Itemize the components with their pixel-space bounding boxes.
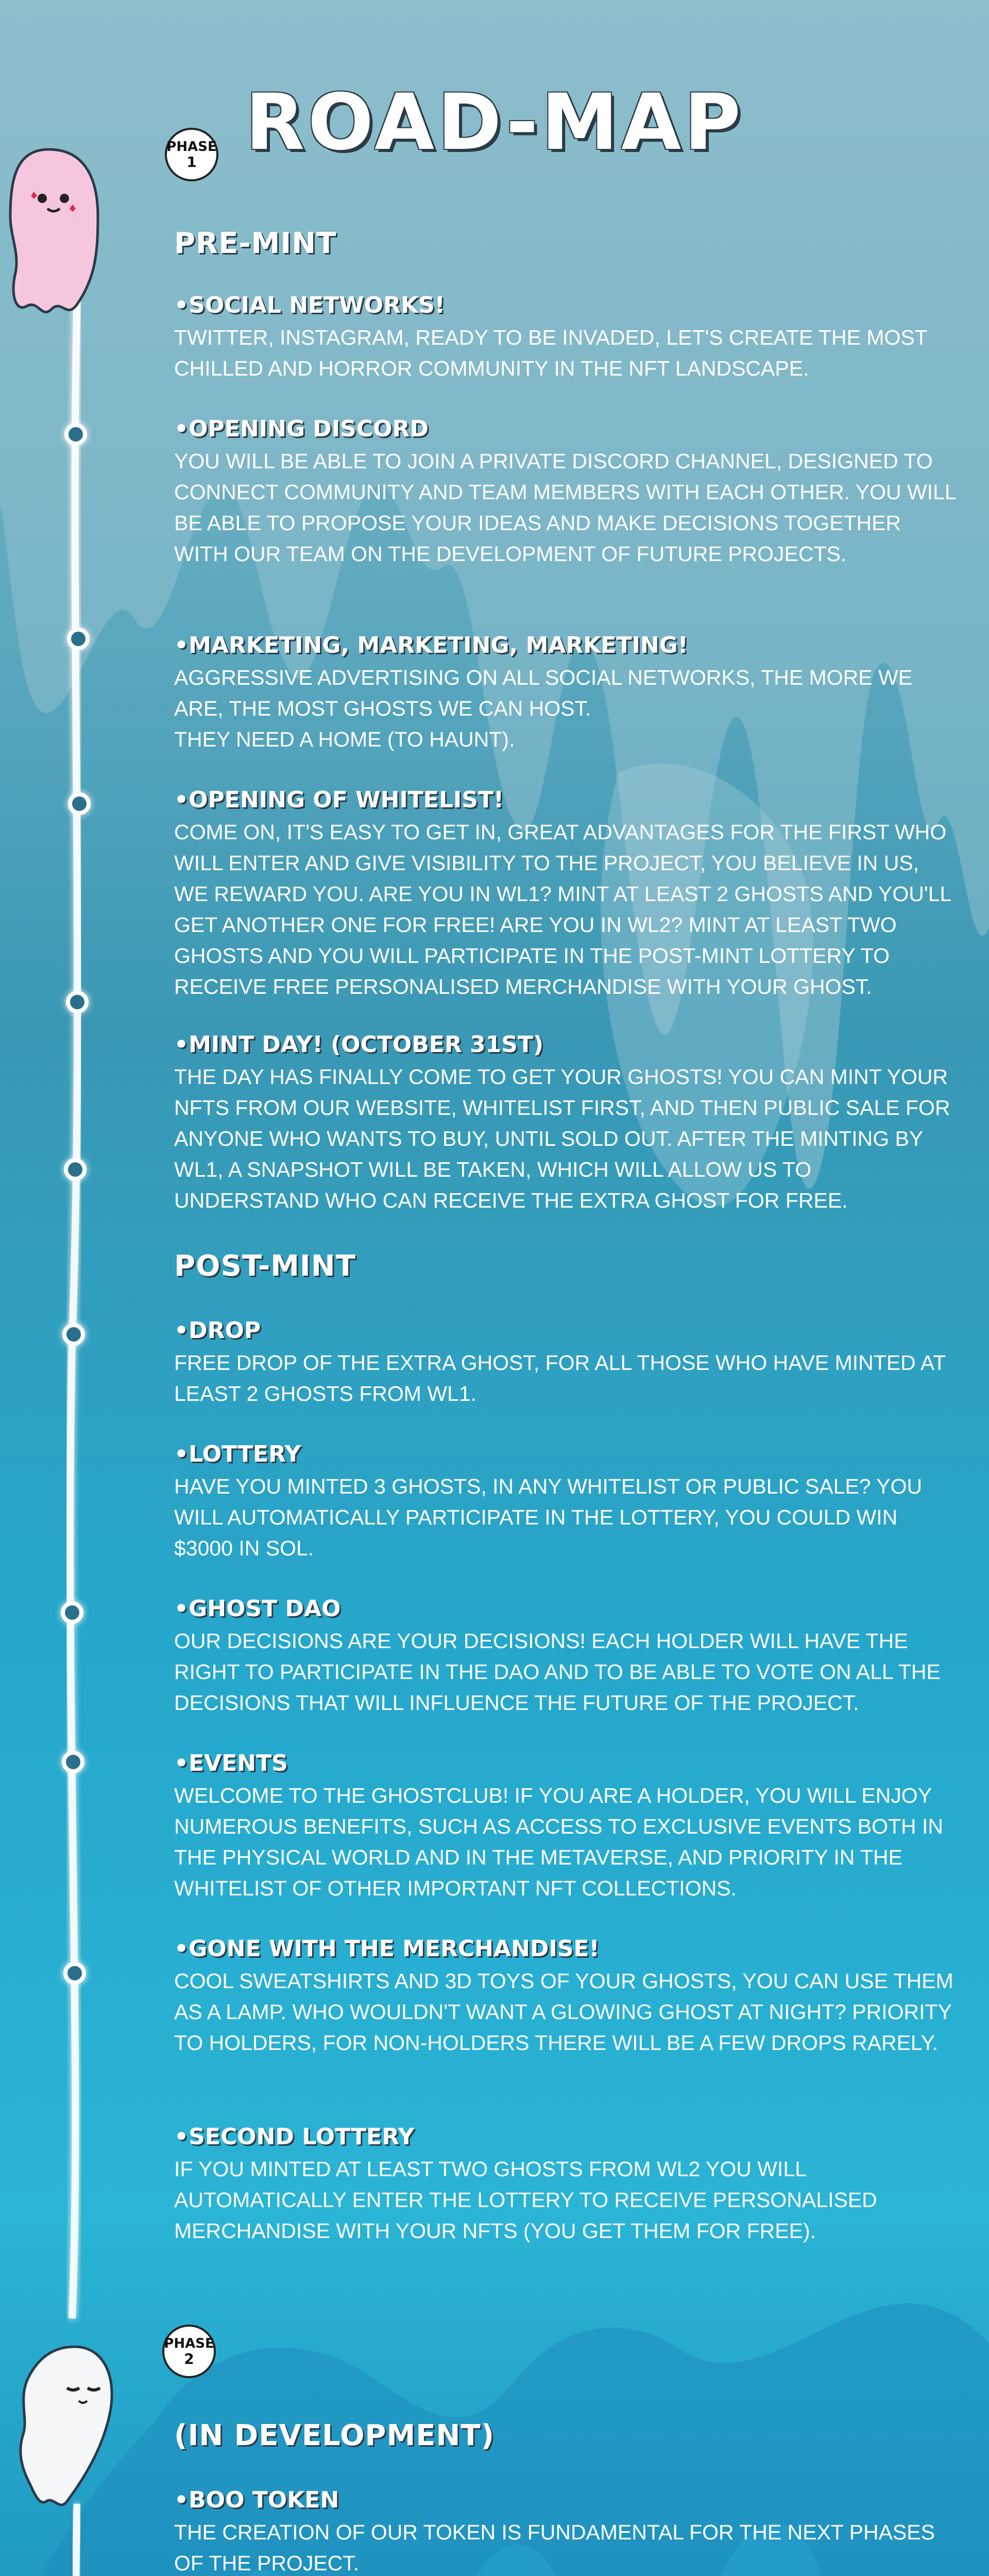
timeline-node (66, 425, 85, 444)
item-text: COOL SWEATSHIRTS AND 3D TOYS OF YOUR GHOSTS, YOU CAN USE THEM AS A LAMP. WHO WOULDN'T WANT A GLOWING GHOST AT NIGHT? PRIORITY TO HOLDERS, FOR NON-HOLDERS THERE WILL BE A FEW DROPS RARELY. (174, 1969, 953, 2055)
item-second-lottery (174, 2123, 957, 2246)
item-drop (174, 1316, 957, 1409)
item-opening-whitelist (174, 786, 957, 1002)
item-events (174, 1749, 957, 1904)
item-text: FREE DROP OF THE EXTRA GHOST, FOR ALL THOSE WHO HAVE MINTED AT LEAST 2 GHOSTS FROM WL1. (174, 1351, 946, 1405)
item-text: COME ON, IT'S EASY TO GET IN, GREAT ADVANTAGES FOR THE FIRST WHO WILL ENTER AND GIVE VISIBILITY TO THE PROJECT, YOU BELIEVE IN US, WE REWARD YOU. ARE YOU IN WL1? MINT AT LEAST 2 GHOSTS AND YOU'LL GET ANOTHER ONE FOR FREE! ARE YOU IN WL2? MINT AT LEAST TWO GHOSTS AND YOU WILL PARTICIPATE IN THE POST-MINT LOTTERY TO RECEIVE FREE PERSONALISED MERCHANDISE WITH YOUR GHOST. (174, 820, 951, 998)
timeline-node (69, 630, 88, 648)
page-title: ROAD-MAP (245, 77, 744, 167)
item-title: •OPENING DISCORD (174, 416, 429, 442)
section-heading-post-mint: POST-MINT (174, 1249, 356, 1283)
item-lottery (174, 1440, 957, 1564)
item-text: TWITTER, INSTAGRAM, READY TO BE INVADED, LET'S CREATE THE MOST CHILLED AND HORROR COMMUNITY IN THE NFT LANDSCAPE. (174, 326, 928, 380)
item-merchandise (174, 1935, 957, 2058)
timeline-node (64, 1325, 83, 1344)
timeline-trail-lower (75, 2504, 78, 2576)
phase-1-badge (165, 128, 218, 181)
item-text: WELCOME TO THE GHOSTCLUB! IF YOU ARE A HOLDER, YOU WILL ENJOY NUMEROUS BENEFITS, SUCH AS ACCESS TO EXCLUSIVE EVENTS BOTH IN THE PHYSICAL WORLD AND IN THE METAVERSE, AND PRIORITY IN THE WHITELIST OF OTHER IMPORTANT NFT COLLECTIONS. (174, 1784, 944, 1900)
item-title: •DROP (174, 1317, 261, 1344)
item-title: •GONE WITH THE MERCHANDISE! (174, 1936, 600, 1962)
phase-label: PHASE (164, 2336, 214, 2351)
item-text: OUR DECISIONS ARE YOUR DECISIONS! EACH HOLDER WILL HAVE THE RIGHT TO PARTICIPATE IN THE DAO AND TO BE ABLE TO VOTE ON ALL THE DECISIONS THAT WILL INFLUENCE THE FUTURE OF THE PROJECT. (174, 1629, 941, 1715)
timeline-node (70, 794, 89, 813)
item-text: AGGRESSIVE ADVERTISING ON ALL SOCIAL NETWORKS, THE MORE WE ARE, THE MOST GHOSTS WE CAN HOST. THEY NEED A HOME (TO HAUNT). (174, 666, 913, 751)
item-text: YOU WILL BE ABLE TO JOIN A PRIVATE DISCORD CHANNEL, DESIGNED TO CONNECT COMMUNITY AND TEAM MEMBERS WITH EACH OTHER. YOU WILL BE ABLE TO PROPOSE YOUR IDEAS AND MAKE DECISIONS TOGETHER WITH OUR TEAM ON THE DEVELOPMENT OF FUTURE PROJECTS. (174, 449, 956, 566)
item-title: •MARKETING, MARKETING, MARKETING! (174, 632, 688, 658)
timeline (0, 0, 155, 2576)
timeline-node (68, 993, 87, 1011)
phase-number: 2 (184, 2350, 194, 2367)
timeline-trail (70, 289, 77, 2318)
item-text: THE CREATION OF OUR TOKEN IS FUNDAMENTAL FOR THE NEXT PHASES OF THE PROJECT. (174, 2520, 935, 2575)
item-title: •OPENING OF WHITELIST! (174, 787, 504, 813)
timeline-node (64, 1753, 82, 1771)
item-mint-day (174, 1030, 957, 1216)
section-heading-pre-mint: PRE-MINT (174, 227, 337, 260)
phase-label: PHASE (166, 139, 217, 155)
item-text: THE DAY HAS FINALLY COME TO GET YOUR GHOSTS! YOU CAN MINT YOUR NFTS FROM OUR WEBSITE, WHITELIST FIRST, AND THEN PUBLIC SALE FOR ANYONE WHO WANTS TO BUY, UNTIL SOLD OUT. AFTER THE MINTING BY WL1, A SNAPSHOT WILL BE TAKEN, WHICH WILL ALLOW US TO UNDERSTAND WHO CAN RECEIVE THE EXTRA GHOST FOR FREE. (174, 1065, 950, 1212)
item-text: IF YOU MINTED AT LEAST TWO GHOSTS FROM WL2 YOU WILL AUTOMATICALLY ENTER THE LOTTERY TO RECEIVE PERSONALISED MERCHANDISE WITH YOUR NFTS (YOU GET THEM FOR FREE). (174, 2157, 877, 2243)
phase-number: 1 (186, 154, 197, 171)
item-opening-discord (174, 415, 957, 569)
timeline-node (66, 1160, 84, 1179)
item-boo-token (174, 2486, 957, 2576)
item-marketing (174, 631, 957, 755)
item-title: •EVENTS (174, 1750, 288, 1776)
pink-ghost-icon (10, 149, 98, 312)
item-title: •BOO TOKEN (174, 2487, 339, 2513)
item-title: •SECOND LOTTERY (174, 2124, 415, 2150)
section-heading-in-development: (IN DEVELOPMENT) (174, 2419, 495, 2452)
phase-2-badge (162, 2325, 216, 2378)
timeline-node (65, 1964, 84, 1982)
item-ghost-dao (174, 1595, 957, 1718)
item-title: •GHOST DAO (174, 1596, 341, 1622)
timeline-node (63, 1603, 81, 1622)
item-title: •MINT DAY! (OCTOBER 31ST) (174, 1031, 544, 1058)
item-title: •LOTTERY (174, 1441, 301, 1467)
item-text: HAVE YOU MINTED 3 GHOSTS, IN ANY WHITELIST OR PUBLIC SALE? YOU WILL AUTOMATICALLY PARTICIPATE IN THE LOTTERY, YOU COULD WIN $3000 IN SOL. (174, 1475, 923, 1560)
white-ghost-icon (21, 2347, 112, 2505)
item-title: •SOCIAL NETWORKS! (174, 292, 445, 318)
item-social-networks (174, 291, 957, 384)
